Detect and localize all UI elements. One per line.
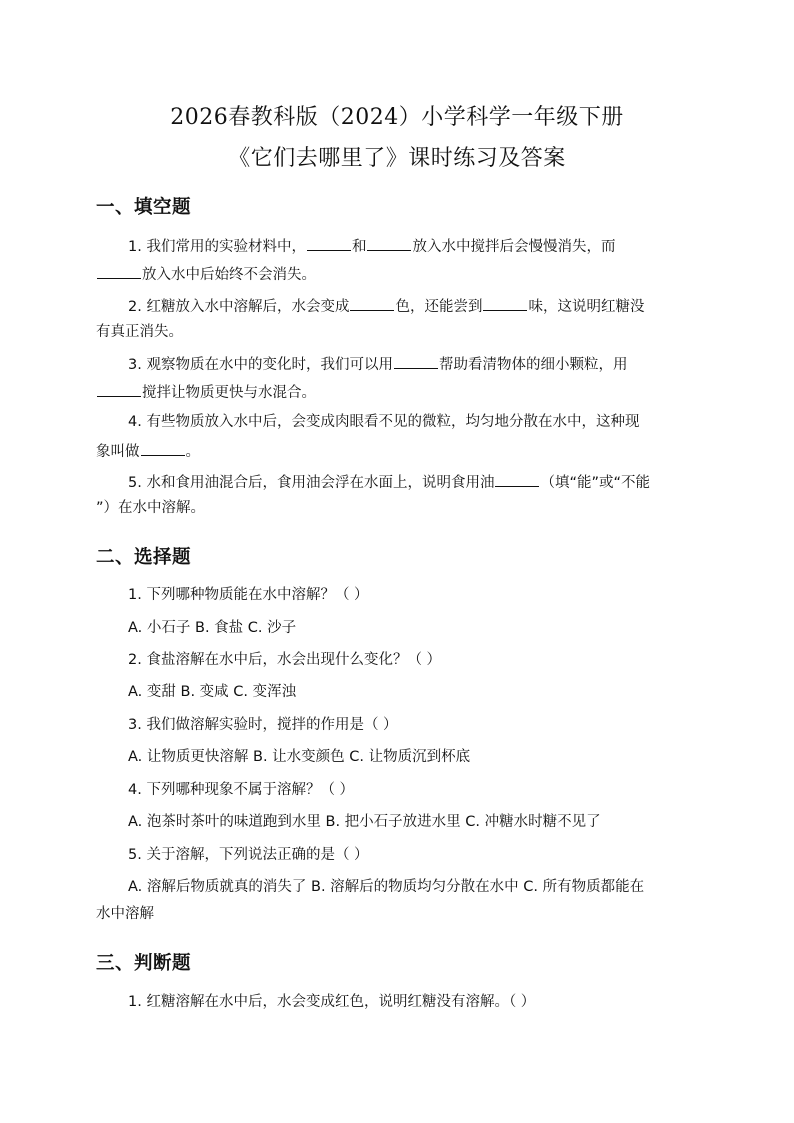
answer-blank	[97, 262, 141, 279]
choice-q1-options: A. 小石子 B. 食盐 C. 沙子	[128, 620, 297, 636]
document-title-line-1: 2026春教科版（2024）小学科学一年级下册	[170, 105, 624, 130]
fill-blank-q4-line-2	[96, 439, 700, 463]
choice-q3: 3. 我们做溶解实验时，搅拌的作用是（ ）	[128, 717, 398, 733]
q3-text-a: 3. 观察物质在水中的变化时，我们可以用	[128, 357, 393, 373]
true-false-q1: 1. 红糖溶解在水中后，水会变成红色，说明红糖没有溶解。（ ）	[128, 994, 536, 1010]
q2-text-a: 2. 红糖放入水中溶解后，水会变成	[128, 299, 350, 315]
answer-blank	[483, 294, 527, 311]
q1-text-b: 和	[351, 239, 367, 255]
choice-q4: 4. 下列哪种现象不属于溶解？（ ）	[128, 782, 355, 798]
choice-q5-options-line-1: A. 溶解后物质就真的消失了 B. 溶解后的物质均匀分散在水中 C. 所有物质都能在	[128, 879, 645, 895]
answer-blank	[495, 470, 539, 487]
q2-text-c: 味，这说明红糖没	[528, 299, 645, 315]
answer-blank	[141, 439, 185, 456]
q5-text-b: （填“能”或“不能	[540, 475, 650, 491]
section-heading-true-false: 三、判断题	[96, 953, 192, 974]
answer-blank	[367, 234, 411, 251]
document-title-line-2: 《它们去哪里了》课时练习及答案	[228, 146, 566, 171]
q3-text-c: 搅拌让物质更快与水混合。	[142, 385, 316, 401]
choice-q2: 2. 食盐溶解在水中后，水会出现什么变化？（ ）	[128, 652, 442, 668]
fill-blank-q5-line-1	[128, 470, 700, 494]
answer-blank	[307, 234, 351, 251]
choice-q5: 5. 关于溶解，下列说法正确的是（ ）	[128, 847, 369, 863]
fill-blank-q4-line-1: 4. 有些物质放入水中后，会变成肉眼看不见的微粒，均匀地分散在水中，这种现	[128, 414, 640, 430]
q1-text-c: 放入水中搅拌后会慢慢消失，而	[412, 239, 616, 255]
q3-text-b: 帮助看清物体的细小颗粒，用	[438, 357, 628, 373]
q4-text-b: 象叫做	[96, 444, 140, 460]
answer-blank	[394, 352, 438, 369]
fill-blank-q1-line-2	[96, 262, 700, 286]
q5-text-a: 5. 水和食用油混合后，食用油会浮在水面上，说明食用油	[128, 475, 495, 491]
q2-text-b: 色，还能尝到	[395, 299, 483, 315]
fill-blank-q3-line-2	[96, 380, 700, 404]
section-heading-multiple-choice: 二、选择题	[96, 547, 192, 568]
answer-blank	[350, 294, 394, 311]
choice-q4-options: A. 泡茶时茶叶的味道跑到水里 B. 把小石子放进水里 C. 冲糖水时糖不见了	[128, 814, 601, 830]
choice-q5-options-line-2: 水中溶解	[96, 906, 154, 922]
fill-blank-q2-line-2: 有真正消失。	[96, 324, 183, 340]
section-heading-fill-blank: 一、填空题	[96, 197, 192, 218]
fill-blank-q1-line-1	[128, 234, 700, 258]
fill-blank-q3-line-1	[128, 352, 700, 376]
answer-blank	[97, 380, 141, 397]
choice-q3-options: A. 让物质更快溶解 B. 让水变颜色 C. 让物质沉到杯底	[128, 749, 471, 765]
q4-text-c: 。	[185, 444, 200, 460]
choice-q1: 1. 下列哪种物质能在水中溶解？（ ）	[128, 587, 369, 603]
q1-text-a: 1. 我们常用的实验材料中，	[128, 239, 306, 255]
fill-blank-q5-line-2: ”）在水中溶解。	[96, 500, 206, 516]
fill-blank-q2-line-1	[128, 294, 700, 318]
q1-text-d: 放入水中后始终不会消失。	[142, 267, 316, 283]
choice-q2-options: A. 变甜 B. 变咸 C. 变浑浊	[128, 684, 297, 700]
